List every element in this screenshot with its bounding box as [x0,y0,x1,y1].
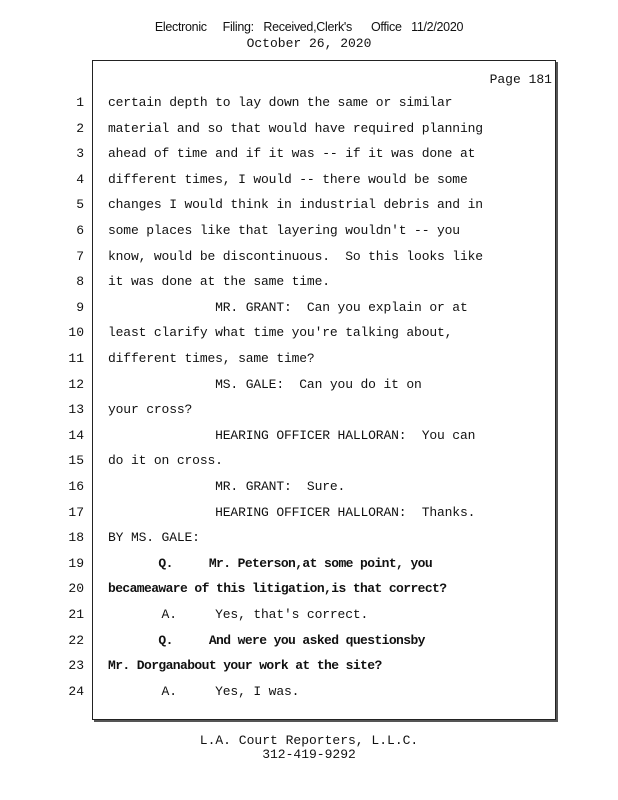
line-text: different times, I would -- there would be some [108,171,468,187]
line-number: 16 [68,479,84,494]
line-number: 23 [68,658,84,674]
line-text: do it on cross. [108,453,223,469]
line-number: 15 [68,453,84,469]
transcript-line [0,631,560,651]
line-text: HEARING OFFICER HALLORAN: You can [108,427,476,443]
line-text: some places like that layering wouldn't -- you [108,223,460,238]
line-number: 2 [76,120,84,136]
transcript-line [0,349,560,369]
transcript-line [0,323,560,343]
line-text: Mr. Dorganabout your work at the site? [108,658,382,674]
transcript-line [0,477,560,497]
transcript-line [0,119,560,139]
page-number: Page 181 [489,72,552,87]
transcript-line [0,528,560,548]
transcript-line [0,195,560,215]
filing-stamp: Electronic Filing: Received,Clerk's Office 11/2/2020 [154,20,464,34]
line-text: Q. And were you asked questionsby [108,632,425,648]
line-text: Q. Mr. Peterson,at some point, you [108,555,433,571]
transcript-line [0,247,560,267]
line-number: 17 [68,504,84,520]
line-text: know, would be discontinuous. So this looks like [108,248,483,264]
transcript-line [0,170,560,190]
line-text: material and so that would have required planning [108,120,483,136]
line-text: different times, same time? [108,351,315,366]
line-text: it was done at the same time. [108,274,330,290]
transcript-line [0,656,560,676]
line-number: 18 [68,530,84,546]
transcript-line [0,605,560,625]
line-number: 1 [76,95,84,110]
line-number: 3 [76,146,84,162]
line-number: 13 [68,402,84,418]
line-number: 21 [68,607,84,622]
line-number: 22 [68,632,84,648]
line-number: 8 [76,274,84,290]
line-text: MR. GRANT: Sure. [108,479,346,494]
transcript-line [0,554,560,574]
line-text: A. Yes, that's correct. [108,607,369,622]
line-number: 6 [76,223,84,238]
reporter-company: L.A. Court Reporters, L.L.C. [199,733,419,748]
line-number: 19 [68,555,84,571]
line-number: 9 [76,299,84,315]
line-number: 24 [68,683,84,699]
line-number: 11 [68,351,84,366]
line-text: BY MS. GALE: [108,530,200,546]
transcript-line [0,93,560,113]
line-text: HEARING OFFICER HALLORAN: Thanks. [108,504,476,520]
transcript-line [0,221,560,241]
transcript-line [0,298,560,318]
transcript-line [0,272,560,292]
transcript-line [0,682,560,702]
line-number: 7 [76,248,84,264]
transcript-line [0,503,560,523]
transcript-line [0,579,560,599]
line-text: ahead of time and if it was -- if it was done at [108,146,476,162]
line-text: MR. GRANT: Can you explain or at [108,299,468,315]
line-number: 12 [68,376,84,392]
line-text: A. Yes, I was. [108,683,300,699]
transcript-line [0,426,560,446]
line-text: becameaware of this litigation,is that correct? [108,581,447,597]
line-number: 5 [76,197,84,213]
line-number: 4 [76,171,84,187]
line-text: changes I would think in industrial debris and in [108,197,483,213]
line-number: 10 [68,325,84,341]
reporter-phone: 312-419-9292 [262,747,356,762]
transcript-line [0,400,560,420]
transcript-line [0,451,560,471]
transcript-line [0,144,560,164]
line-text: MS. GALE: Can you do it on [108,376,422,392]
line-number: 14 [68,427,84,443]
line-text: certain depth to lay down the same or similar [108,95,453,110]
line-text: your cross? [108,402,193,418]
transcript-date: October 26, 2020 [246,36,372,51]
line-number: 20 [68,581,84,597]
transcript-line [0,375,560,395]
line-text: least clarify what time you're talking about, [108,325,453,341]
